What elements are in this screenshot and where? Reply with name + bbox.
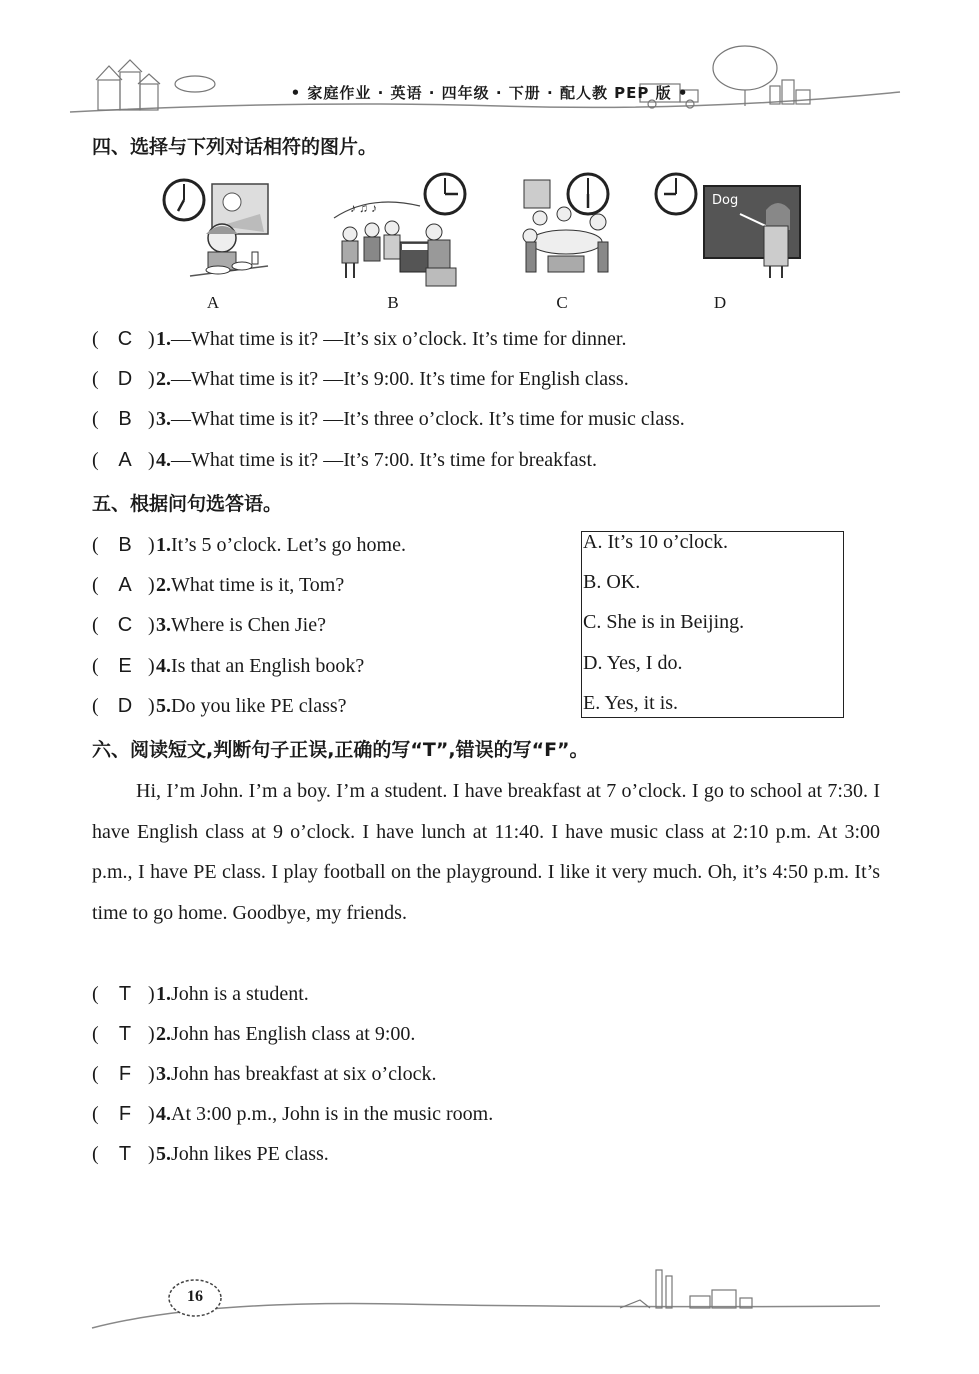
- picture-d-english-class: [652, 170, 802, 282]
- answer[interactable]: T: [118, 1143, 132, 1165]
- answer[interactable]: E: [118, 655, 132, 677]
- answer[interactable]: C: [117, 614, 133, 636]
- picture-b-music-class: [330, 170, 470, 290]
- section4-item-2: ( D ) 2.—What time is it? —It’s 9:00. It’s time for English class.: [92, 365, 629, 393]
- clock-icon: [164, 180, 204, 220]
- picture-label-b: B: [387, 293, 399, 312]
- section5-item-1: ( B ) 1.It’s 5 o’clock. Let’s go home.: [92, 531, 406, 559]
- reading-passage: Hi, I’m John. I’m a boy. I’m a student. I have breakfast at 7 o’clock. I go to school at 7:30. I have English class at 9 o’clock. I have lunch at 11:40. I have music class at 2:10 p.m. At 3:00 p.m., I have PE class. I play football on the playground. I like it very much. Oh, it’s 4:50 p.m. It’s time to go home. Goodbye, my friends.: [92, 780, 880, 924]
- answer[interactable]: C: [117, 328, 133, 350]
- svg-text:♪ ♫ ♪: ♪ ♫ ♪: [350, 201, 377, 215]
- section4-item-3: ( B ) 3.—What time is it? —It’s three o’clock. It’s time for music class.: [92, 405, 685, 433]
- svg-text:Dog: Dog: [712, 193, 739, 208]
- clock-icon: [656, 174, 696, 214]
- answer[interactable]: T: [118, 1023, 132, 1045]
- picture-a-breakfast: [160, 176, 272, 284]
- answer[interactable]: A: [118, 574, 132, 596]
- section6-item-3: ( F ) 3.John has breakfast at six o’clock.: [92, 1060, 436, 1088]
- header-title: • 家庭作业 · 英语 · 四年级 · 下册 · 配人教 PEP 版 •: [290, 84, 689, 102]
- page-number: 16: [187, 1288, 203, 1305]
- option-c: C. She is in Beijing.: [583, 611, 745, 633]
- clock-icon: [425, 174, 465, 214]
- section6-item-2: ( T ) 2.John has English class at 9:00.: [92, 1020, 415, 1048]
- section4-item-4: ( A ) 4.—What time is it? —It’s 7:00. It’s time for breakfast.: [92, 446, 597, 474]
- answer[interactable]: A: [118, 449, 132, 471]
- section5-item-4: ( E ) 4.Is that an English book?: [92, 652, 364, 680]
- option-d: D. Yes, I do.: [583, 652, 683, 674]
- section6-item-4: ( F ) 4.At 3:00 p.m., John is in the music room.: [92, 1100, 493, 1128]
- section5-item-5: ( D ) 5.Do you like PE class?: [92, 692, 347, 720]
- answer[interactable]: T: [118, 983, 132, 1005]
- option-a: A. It’s 10 o’clock.: [583, 531, 728, 553]
- answer[interactable]: D: [117, 695, 133, 717]
- section6-item-5: ( T ) 5.John likes PE class.: [92, 1140, 329, 1168]
- answer[interactable]: B: [118, 534, 132, 556]
- answer[interactable]: B: [118, 408, 132, 430]
- picture-label-d: D: [713, 293, 727, 312]
- picture-label-c: C: [556, 293, 568, 312]
- section6-item-1: ( T ) 1.John is a student.: [92, 980, 309, 1008]
- section5-title: 五、根据问句选答语。: [92, 493, 283, 515]
- section4-item-1: ( C ) 1.—What time is it? —It’s six o’clock. It’s time for dinner.: [92, 325, 626, 353]
- clock-icon: [568, 174, 608, 214]
- answer[interactable]: F: [118, 1063, 132, 1085]
- option-b: B. OK.: [583, 571, 641, 593]
- answer[interactable]: D: [117, 368, 133, 390]
- answer[interactable]: F: [118, 1103, 132, 1125]
- section4-title: 四、选择与下列对话相符的图片。: [92, 136, 378, 158]
- header-decoration: [0, 0, 979, 130]
- footer-decoration: [0, 1260, 979, 1340]
- section5-item-2: ( A ) 2.What time is it, Tom?: [92, 571, 344, 599]
- picture-c-dinner: [518, 172, 618, 284]
- section6-title: 六、阅读短文,判断句子正误,正确的写“T”,错误的写“F”。: [92, 739, 589, 761]
- option-e: E. Yes, it is.: [583, 692, 679, 714]
- section5-item-3: ( C ) 3.Where is Chen Jie?: [92, 611, 326, 639]
- picture-label-a: A: [206, 293, 220, 312]
